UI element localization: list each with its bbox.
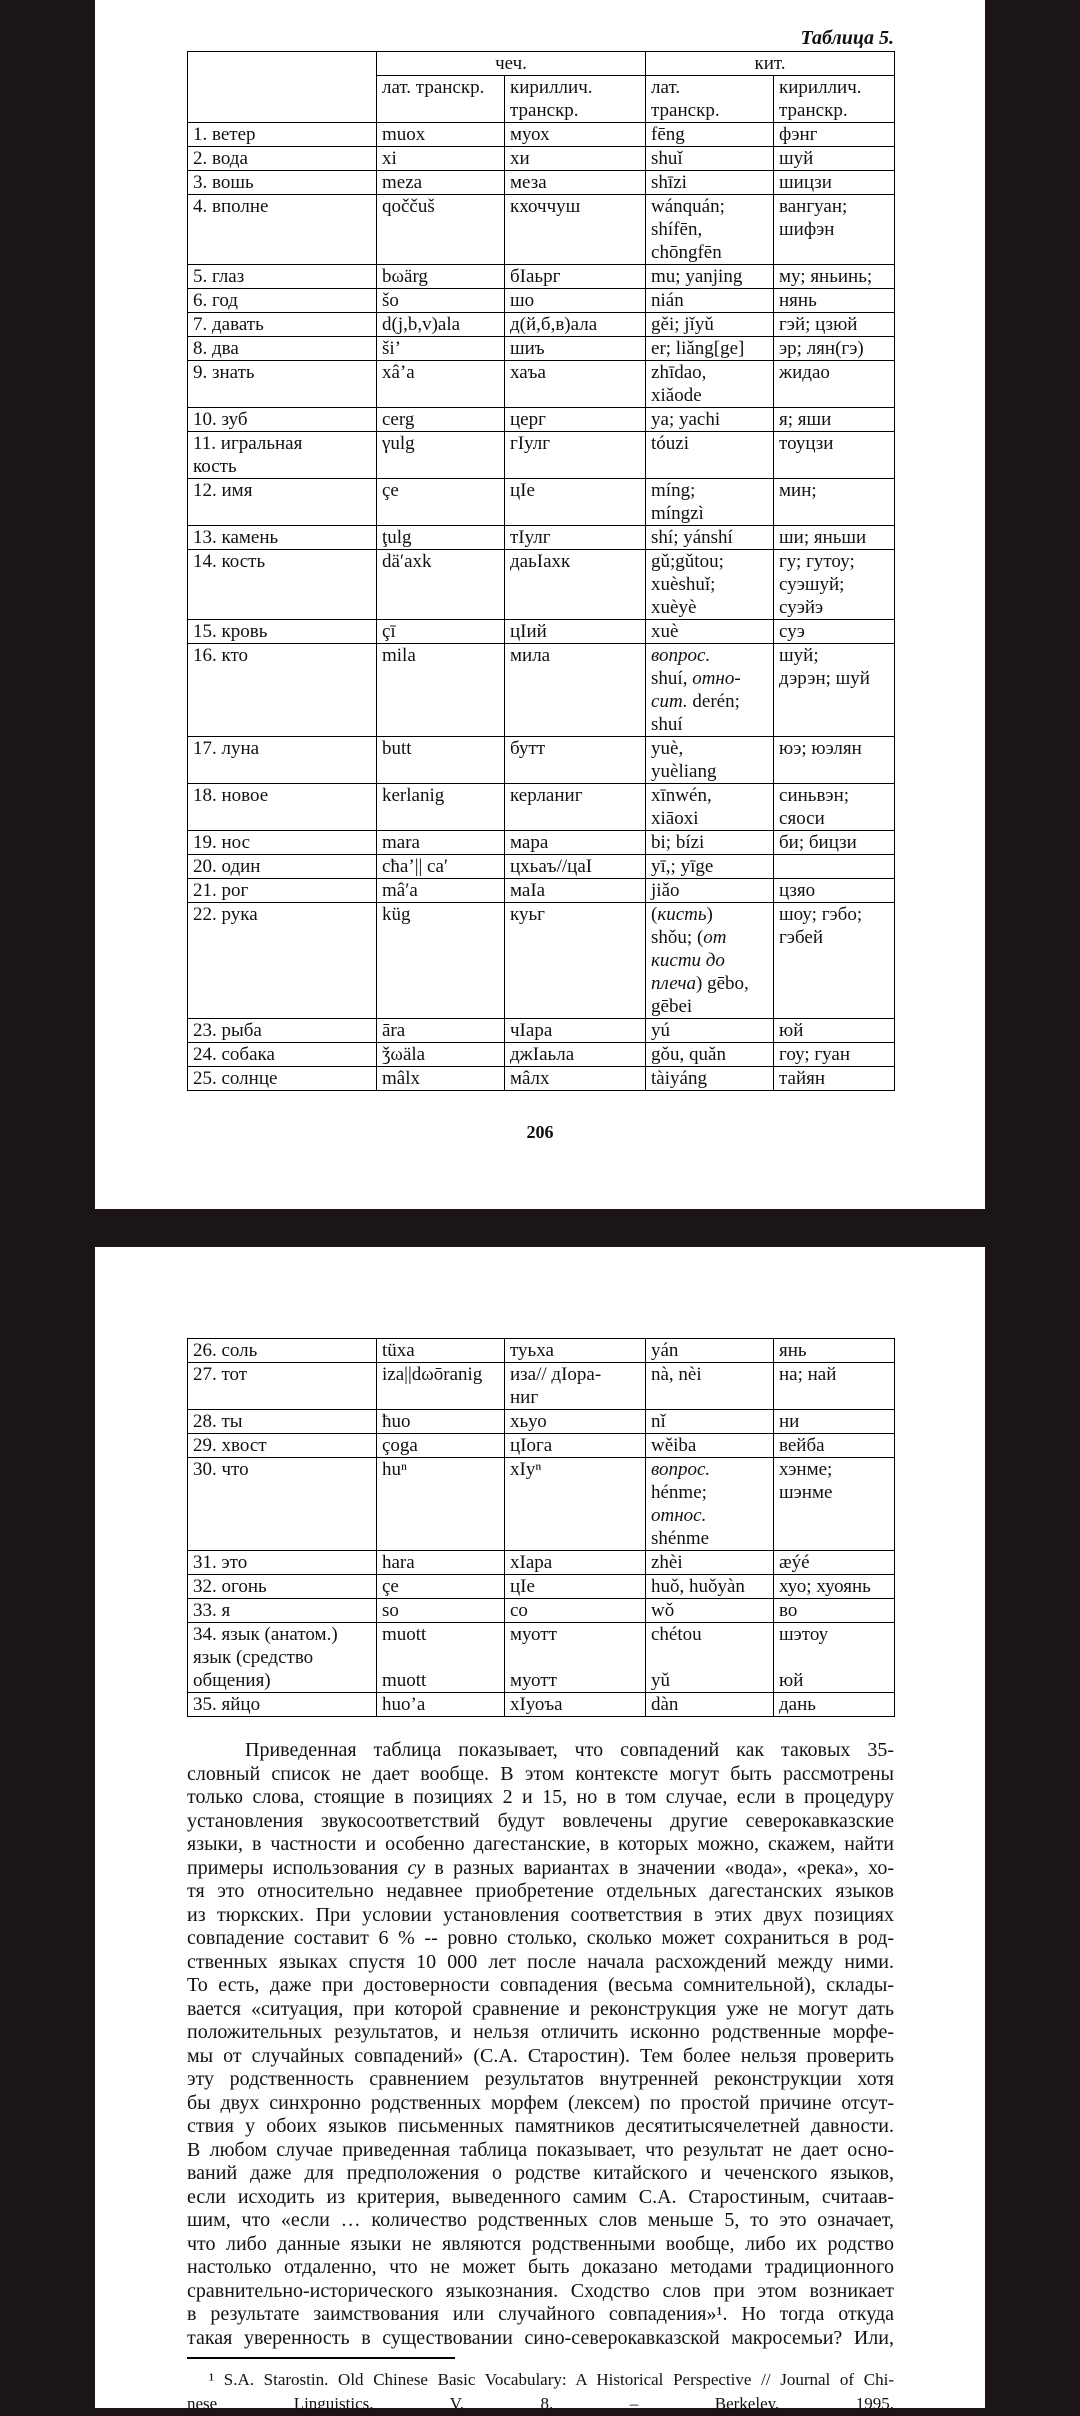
word-cell: 5. глаз — [188, 265, 377, 289]
chinese-cyrillic-cell: дань — [774, 1693, 895, 1717]
chechen-cyrillic-cell: джIаьла — [505, 1043, 646, 1067]
chinese-latin-cell — [646, 644, 774, 737]
paragraph-line: если исходить из критерия, выведенного самим С.А. Старостиным, считаав- — [187, 2186, 894, 2210]
footnote-line: nese Linguistics. V. 8. – Berkeley, 1995. — [187, 2393, 894, 2416]
paragraph-line: из тюркских. При условии установления соответствия в этих двух позициях — [187, 1904, 894, 1928]
chechen-cyrillic-cell: цIий — [505, 620, 646, 644]
paragraph-line: шим, что «если … количество родственных слов меньше 5, то это означает, — [187, 2209, 894, 2233]
chinese-cyrillic-cell: на; най — [774, 1363, 895, 1410]
chinese-latin-cell: wánquán; shífēn, chōngfēn — [646, 195, 774, 265]
footnote-rule — [187, 2357, 455, 2359]
paragraph-line: в результате заимствования или случайного совпадения»¹. Но тогда откуда — [187, 2303, 894, 2327]
word-cell: 31. это — [188, 1551, 377, 1575]
chinese-cyrillic-cell: тоуцзи — [774, 432, 895, 479]
word-cell: 20. один — [188, 855, 377, 879]
word-cell: 33. я — [188, 1599, 377, 1623]
chechen-latin-cell: däʹaxk — [377, 550, 505, 620]
chechen-cyrillic-cell: со — [505, 1599, 646, 1623]
chechen-cyrillic-cell: мâлх — [505, 1067, 646, 1091]
italic-text: кисть — [657, 904, 706, 925]
table-row — [188, 1693, 895, 1717]
table-row — [188, 1551, 895, 1575]
chinese-latin-cell: yī,; yīge — [646, 855, 774, 879]
chechen-latin-cell: šo — [377, 289, 505, 313]
header-empty-cell — [188, 52, 377, 123]
chechen-latin-cell: hara — [377, 1551, 505, 1575]
chinese-latin-cell: míng; míngzì — [646, 479, 774, 526]
chechen-cyrillic-cell: шо — [505, 289, 646, 313]
paragraph-line: ваний даже для предположения о родстве китайского и чеченского языков, — [187, 2162, 894, 2186]
word-cell: 21. рог — [188, 879, 377, 903]
chinese-cyrillic-cell: шуй — [774, 147, 895, 171]
text-segment: shuí, — [651, 668, 692, 689]
chinese-latin-cell: zhèi — [646, 1551, 774, 1575]
paragraph-line: только слова, стоящие в позициях 2 и 15, но в том случае, если в процедуру — [187, 1786, 894, 1810]
chinese-cyrillic-cell: би; бицзи — [774, 831, 895, 855]
chinese-cyrillic-cell: янь — [774, 1339, 895, 1363]
paragraph-line: мы от случайных совпадений» (С.А. Старостин). Тем более нельзя проверить — [187, 2045, 894, 2069]
page-206 — [95, 0, 985, 1209]
chechen-cyrillic-cell: керланиг — [505, 784, 646, 831]
table-row — [188, 1043, 895, 1067]
table-row — [188, 171, 895, 195]
chechen-latin-cell: d(j,b,v)ala — [377, 313, 505, 337]
chechen-cyrillic-cell: тIулг — [505, 526, 646, 550]
italic-text: су — [408, 1857, 426, 1879]
table-row — [188, 644, 895, 737]
header-chechen-latin: лат. транскр. — [377, 76, 505, 123]
table-row — [188, 313, 895, 337]
chechen-latin-cell: çe — [377, 479, 505, 526]
word-cell: 16. кто — [188, 644, 377, 737]
paragraph-line: бы двух синхронно родственных морфем (лексем) по простой причине отсут- — [187, 2092, 894, 2116]
text-segment: ) gēbo, gēbei — [651, 973, 749, 1017]
chinese-latin-cell: jiǎo — [646, 879, 774, 903]
chinese-latin-cell: er; liǎng[ge] — [646, 337, 774, 361]
chechen-cyrillic-cell: мара — [505, 831, 646, 855]
word-cell: 27. тот — [188, 1363, 377, 1410]
chinese-latin-cell: gǔ;gǔtou; xuèshuǐ; xuèyè — [646, 550, 774, 620]
chechen-cyrillic-cell: цIе — [505, 1575, 646, 1599]
chechen-latin-cell: çoga — [377, 1434, 505, 1458]
chinese-latin-cell: shuǐ — [646, 147, 774, 171]
chechen-latin-cell: çe — [377, 1575, 505, 1599]
table-row — [188, 147, 895, 171]
chechen-cyrillic-cell: цхьаъ//цaI — [505, 855, 646, 879]
chinese-latin-cell: shīzi — [646, 171, 774, 195]
paragraph-line: такая уверенность в существовании сино-северокавказской макросемьи? Или, — [187, 2327, 894, 2351]
word-cell: 3. вошь — [188, 171, 377, 195]
paragraph-line: настолько отдаленно, что не может быть доказано методами традиционного — [187, 2256, 894, 2280]
table-caption: Таблица 5. — [801, 27, 895, 50]
chinese-cyrillic-cell: му; яньинь; — [774, 265, 895, 289]
paragraph-line: тя это относительно недавнее приобретение отдельных дагестанских языков — [187, 1880, 894, 1904]
chechen-cyrillic-cell: муох — [505, 123, 646, 147]
header-chinese-latin: лат. транскр. — [646, 76, 774, 123]
chechen-cyrillic-cell: меза — [505, 171, 646, 195]
table-row — [188, 1067, 895, 1091]
table-row — [188, 1434, 895, 1458]
chinese-cyrillic-cell: хэнме; шэнме — [774, 1458, 895, 1551]
word-cell: 18. новое — [188, 784, 377, 831]
word-cell: 35. яйцо — [188, 1693, 377, 1717]
chechen-cyrillic-cell: гIулг — [505, 432, 646, 479]
text-segment: примеры использования — [187, 1857, 408, 1879]
word-cell: 10. зуб — [188, 408, 377, 432]
chinese-cyrillic-cell: вангуан; шифэн — [774, 195, 895, 265]
chinese-cyrillic-cell: тайян — [774, 1067, 895, 1091]
word-cell: 9. знать — [188, 361, 377, 408]
chinese-cyrillic-cell: гу; гутоу; суэшуй; суэйэ — [774, 550, 895, 620]
table-row — [188, 432, 895, 479]
table-row — [188, 903, 895, 1019]
chinese-latin-cell: chétou yǔ — [646, 1623, 774, 1693]
chechen-latin-cell: mâlx — [377, 1067, 505, 1091]
chechen-latin-cell: muox — [377, 123, 505, 147]
chechen-cyrillic-cell: даьIахк — [505, 550, 646, 620]
table-row — [188, 1575, 895, 1599]
chinese-cyrillic-cell: я; яши — [774, 408, 895, 432]
text-segment: hénme; — [651, 1482, 707, 1503]
paragraph-line — [187, 1857, 894, 1881]
word-cell: 19. нос — [188, 831, 377, 855]
paragraph-line: языки, в частности и особенно дагестанские, в которых можно, скажем, найти — [187, 1833, 894, 1857]
word-cell: 12. имя — [188, 479, 377, 526]
chechen-cyrillic-cell: бIаьрг — [505, 265, 646, 289]
chechen-cyrillic-cell: кхоччуш — [505, 195, 646, 265]
chechen-latin-cell: kerlanig — [377, 784, 505, 831]
chinese-cyrillic-cell: синьвэн; сяоси — [774, 784, 895, 831]
chinese-latin-cell: wěiba — [646, 1434, 774, 1458]
chechen-cyrillic-cell: муотт муотт — [505, 1623, 646, 1693]
table-row — [188, 361, 895, 408]
word-cell: 8. два — [188, 337, 377, 361]
footnote-line: ¹ S.A. Starostin. Old Chinese Basic Vocabulary: A Historical Perspective // Journal of Chi- — [187, 2369, 894, 2393]
chechen-latin-cell: γulg — [377, 432, 505, 479]
table-row — [188, 550, 895, 620]
chechen-cyrillic-cell: хIара — [505, 1551, 646, 1575]
table-row — [188, 737, 895, 784]
chechen-cyrillic-cell: куьг — [505, 903, 646, 1019]
chinese-cyrillic-cell: фэнг — [774, 123, 895, 147]
chechen-latin-cell: tüxa — [377, 1339, 505, 1363]
chechen-cyrillic-cell: д(й,б,в)ала — [505, 313, 646, 337]
chinese-latin-cell: gěi; jǐyǔ — [646, 313, 774, 337]
chechen-cyrillic-cell: церг — [505, 408, 646, 432]
paragraph-line: вается «ситуация, при которой сравнение и реконструкция уже не могут дать — [187, 1998, 894, 2022]
chinese-cyrillic-cell: хуо; хуоянь — [774, 1575, 895, 1599]
table-row — [188, 265, 895, 289]
chinese-latin-cell: dàn — [646, 1693, 774, 1717]
header-row-groups — [188, 52, 895, 76]
table-body-page2 — [188, 1339, 895, 1717]
chechen-latin-cell: ǯωäla — [377, 1043, 505, 1067]
chinese-cyrillic-cell: юэ; юэлян — [774, 737, 895, 784]
chinese-latin-cell: nián — [646, 289, 774, 313]
chechen-latin-cell: butt — [377, 737, 505, 784]
text-segment: ( — [651, 904, 657, 925]
word-cell: 24. собака — [188, 1043, 377, 1067]
chechen-cyrillic-cell: хьуо — [505, 1410, 646, 1434]
table-row — [188, 1410, 895, 1434]
paragraph-line: сравнительно-исторического языкознания. Сходство слов при этом возникает — [187, 2280, 894, 2304]
page-207 — [95, 1247, 985, 2408]
word-cell: 7. давать — [188, 313, 377, 337]
table-row — [188, 479, 895, 526]
table-row — [188, 123, 895, 147]
chinese-cyrillic-cell: шоу; гэбо; гэбей — [774, 903, 895, 1019]
table-row — [188, 408, 895, 432]
chechen-cyrillic-cell: мила — [505, 644, 646, 737]
chechen-cyrillic-cell: маIа — [505, 879, 646, 903]
chechen-latin-cell: mila — [377, 644, 505, 737]
chechen-cyrillic-cell: шиъ — [505, 337, 646, 361]
word-cell: 1. ветер — [188, 123, 377, 147]
chinese-cyrillic-cell: гэй; цзюй — [774, 313, 895, 337]
chinese-latin-cell: xuè — [646, 620, 774, 644]
chinese-cyrillic-cell: ни — [774, 1410, 895, 1434]
table-row — [188, 526, 895, 550]
paragraph-line: совпадение составит 6 % -- ровно столько, сколько может сохраниться в род- — [187, 1927, 894, 1951]
word-cell: 25. солнце — [188, 1067, 377, 1091]
chinese-cyrillic-cell: цзяо — [774, 879, 895, 903]
chinese-latin-cell: wǒ — [646, 1599, 774, 1623]
chechen-cyrillic-cell: чIара — [505, 1019, 646, 1043]
chechen-latin-cell: mara — [377, 831, 505, 855]
paragraph-line: эту родственность сравнением результатов внутренней реконструкции хотя — [187, 2068, 894, 2092]
word-cell: 30. что — [188, 1458, 377, 1551]
paragraph-line: ственных языках спустя 10 000 лет после начала расхождений между ними. — [187, 1951, 894, 1975]
chechen-latin-cell: ţulg — [377, 526, 505, 550]
text-segment: в разных вариантах в значении «вода», «река», хо- — [425, 1857, 894, 1879]
chechen-latin-cell: ši’ — [377, 337, 505, 361]
chechen-latin-cell: muott muott — [377, 1623, 505, 1693]
table-row — [188, 1019, 895, 1043]
word-cell: 28. ты — [188, 1410, 377, 1434]
word-cell: 26. соль — [188, 1339, 377, 1363]
footnote — [187, 2369, 894, 2416]
table-row — [188, 289, 895, 313]
chinese-latin-cell: yú — [646, 1019, 774, 1043]
chinese-latin-cell — [646, 903, 774, 1019]
text-segment: shénme — [651, 1528, 709, 1549]
word-cell: 13. камень — [188, 526, 377, 550]
chinese-latin-cell: yuè, yuèliang — [646, 737, 774, 784]
chechen-cyrillic-cell: туьха — [505, 1339, 646, 1363]
chinese-cyrillic-cell: юй — [774, 1019, 895, 1043]
chinese-cyrillic-cell: гоу; гуан — [774, 1043, 895, 1067]
text-segment: ) shǒu; ( — [651, 904, 713, 948]
chechen-latin-cell: huⁿ — [377, 1458, 505, 1551]
chinese-latin-cell: bi; bízi — [646, 831, 774, 855]
table-body-page1 — [188, 123, 895, 1091]
word-cell: 29. хвост — [188, 1434, 377, 1458]
word-cell: 11. игральная кость — [188, 432, 377, 479]
chinese-cyrillic-cell: шицзи — [774, 171, 895, 195]
header-chechen: чеч. — [377, 52, 646, 76]
chechen-latin-cell: so — [377, 1599, 505, 1623]
chinese-latin-cell: shí; yánshí — [646, 526, 774, 550]
chechen-latin-cell: cħa’|| caʹ — [377, 855, 505, 879]
table-row — [188, 1339, 895, 1363]
chinese-cyrillic-cell: нянь — [774, 289, 895, 313]
chinese-cyrillic-cell: вейба — [774, 1434, 895, 1458]
chinese-latin-cell: ya; yachi — [646, 408, 774, 432]
header-chechen-cyrillic: кириллич. транскр. — [505, 76, 646, 123]
text-segment: derén; shuí — [651, 691, 740, 735]
chechen-latin-cell: huo’a — [377, 1693, 505, 1717]
paragraph-line: установления звукосоответствий будут вовлечены другие северокавказские — [187, 1810, 894, 1834]
table-row — [188, 879, 895, 903]
table-row — [188, 337, 895, 361]
chinese-latin-cell: mu; yanjing — [646, 265, 774, 289]
chinese-cyrillic-cell: шуй; дэрэн; шуй — [774, 644, 895, 737]
table-row — [188, 784, 895, 831]
chinese-latin-cell: tàiyáng — [646, 1067, 774, 1091]
chechen-cyrillic-cell: хаъа — [505, 361, 646, 408]
italic-text: от кисти до плеча — [651, 927, 726, 994]
page-number: 206 — [95, 1122, 985, 1143]
table-row — [188, 855, 895, 879]
word-cell: 6. год — [188, 289, 377, 313]
chinese-latin-cell: huǒ, huǒyàn — [646, 1575, 774, 1599]
table-row — [188, 831, 895, 855]
chinese-cyrillic-cell: ши; яньши — [774, 526, 895, 550]
chechen-latin-cell: cerg — [377, 408, 505, 432]
italic-text: относ. — [651, 1505, 706, 1526]
chechen-latin-cell: qoččuš — [377, 195, 505, 265]
paragraph-line: В любом случае приведенная таблица показывает, что результат не дает осно- — [187, 2139, 894, 2163]
word-cell: 34. язык (анатом.) язык (средство общения) — [188, 1623, 377, 1693]
word-cell: 32. огонь — [188, 1575, 377, 1599]
chinese-cyrillic-cell: жидао — [774, 361, 895, 408]
paragraph-line: что либо данные языки не являются родственными вообще, либо их родство — [187, 2233, 894, 2257]
paragraph-line: ствия у обоих языков письменных памятников десятитысячелетней давности. — [187, 2115, 894, 2139]
word-cell: 23. рыба — [188, 1019, 377, 1043]
header-chinese-cyrillic: кириллич. транскр. — [774, 76, 895, 123]
chechen-latin-cell: küg — [377, 903, 505, 1019]
chinese-latin-cell: nà, nèi — [646, 1363, 774, 1410]
word-cell: 22. рука — [188, 903, 377, 1019]
word-cell: 17. луна — [188, 737, 377, 784]
chechen-latin-cell: ħuo — [377, 1410, 505, 1434]
chechen-cyrillic-cell: цIе — [505, 479, 646, 526]
table-row — [188, 1599, 895, 1623]
chechen-latin-cell: meza — [377, 171, 505, 195]
chinese-cyrillic-cell: эр; лян(гэ) — [774, 337, 895, 361]
chechen-cyrillic-cell: цIога — [505, 1434, 646, 1458]
table-row — [188, 620, 895, 644]
body-paragraph — [187, 1739, 894, 2350]
chinese-latin-cell: tóuzi — [646, 432, 774, 479]
chechen-cyrillic-cell: иза// дIора- ниг — [505, 1363, 646, 1410]
chechen-latin-cell: āra — [377, 1019, 505, 1043]
chinese-cyrillic-cell — [774, 855, 895, 879]
italic-text: отно- сит. — [651, 668, 741, 712]
chinese-cyrillic-cell: шэтоу юй — [774, 1623, 895, 1693]
chinese-latin-cell: fēng — [646, 123, 774, 147]
chechen-cyrillic-cell: хIуоъа — [505, 1693, 646, 1717]
italic-text: вопрос. — [651, 1459, 710, 1480]
paragraph-line: словный список не дает вообще. В этом контексте могут быть рассмотрены — [187, 1763, 894, 1787]
chinese-cyrillic-cell: мин; — [774, 479, 895, 526]
chinese-cyrillic-cell: æýé — [774, 1551, 895, 1575]
paragraph-line: Приведенная таблица показывает, что совпадений как таковых 35- — [187, 1739, 894, 1763]
chinese-cyrillic-cell: суэ — [774, 620, 895, 644]
chinese-latin-cell: yán — [646, 1339, 774, 1363]
paragraph-line: положительных результатов, и нельзя отличить исконно родственные морфе- — [187, 2021, 894, 2045]
chinese-latin-cell: zhīdao, xiǎode — [646, 361, 774, 408]
comparison-table — [187, 51, 895, 1091]
chechen-cyrillic-cell: бутт — [505, 737, 646, 784]
word-cell: 2. вода — [188, 147, 377, 171]
chechen-latin-cell: xâ’a — [377, 361, 505, 408]
italic-text: вопрос. — [651, 645, 710, 666]
table-row — [188, 195, 895, 265]
comparison-table-continued — [187, 1338, 895, 1717]
chechen-cyrillic-cell: хIуⁿ — [505, 1458, 646, 1551]
chinese-latin-cell: nǐ — [646, 1410, 774, 1434]
chechen-latin-cell: mâʹa — [377, 879, 505, 903]
chechen-latin-cell: xi — [377, 147, 505, 171]
chinese-cyrillic-cell: во — [774, 1599, 895, 1623]
word-cell: 15. кровь — [188, 620, 377, 644]
header-chinese: кит. — [646, 52, 895, 76]
chechen-latin-cell: iza||dωōranig — [377, 1363, 505, 1410]
chechen-cyrillic-cell: хи — [505, 147, 646, 171]
table-row — [188, 1623, 895, 1693]
word-cell: 4. вполне — [188, 195, 377, 265]
word-cell: 14. кость — [188, 550, 377, 620]
chinese-latin-cell — [646, 1458, 774, 1551]
table-row — [188, 1363, 895, 1410]
chinese-latin-cell: xīnwén, xiāoxi — [646, 784, 774, 831]
table-row — [188, 1458, 895, 1551]
paragraph-line: То есть, даже при достоверности совпадения (весьма сомнительной), склады- — [187, 1974, 894, 1998]
chinese-latin-cell: gǒu, quǎn — [646, 1043, 774, 1067]
chechen-latin-cell: çī — [377, 620, 505, 644]
chechen-latin-cell: bωärg — [377, 265, 505, 289]
